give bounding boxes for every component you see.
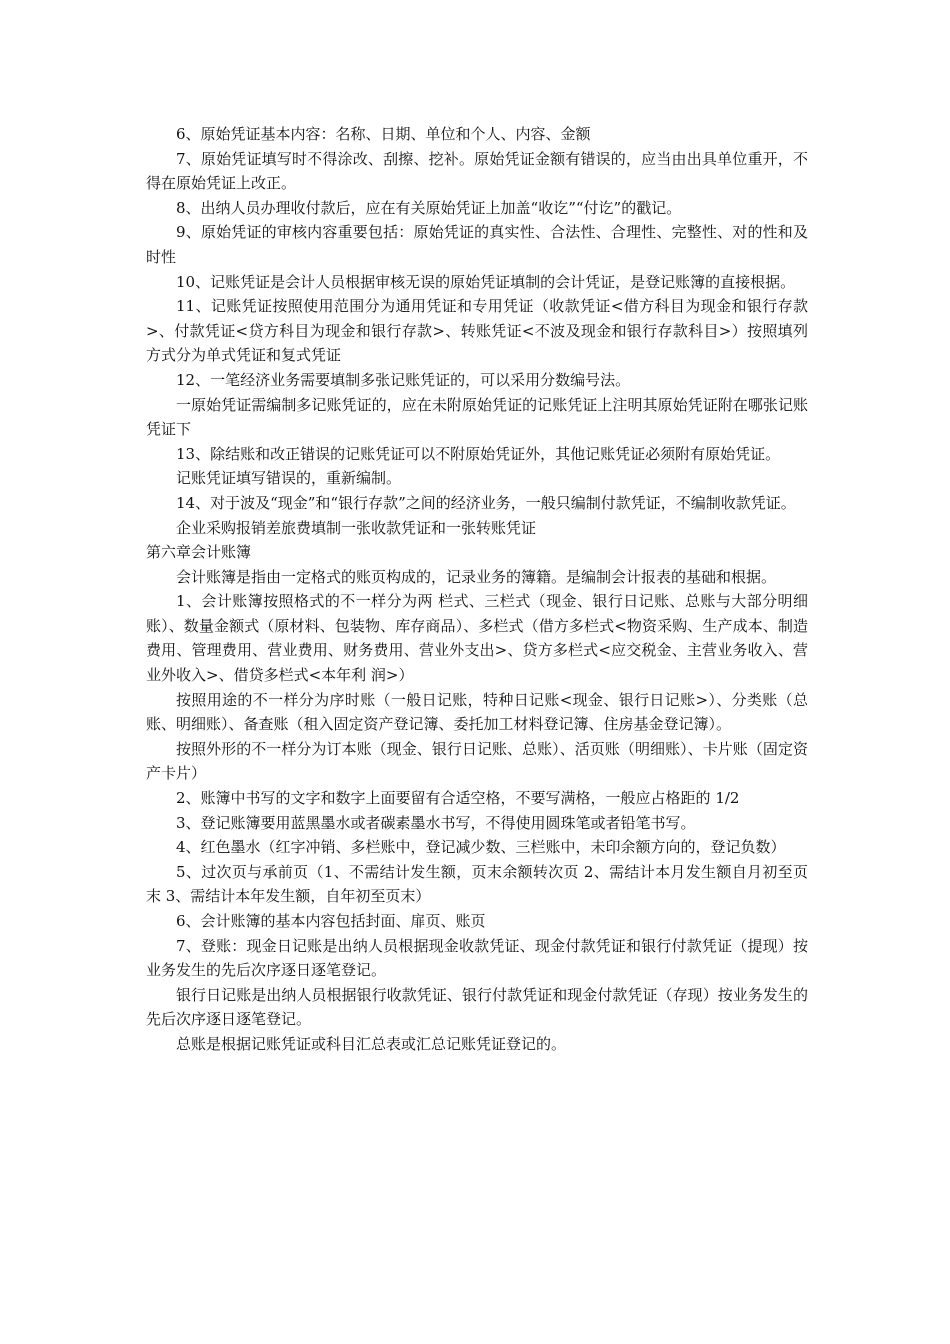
paragraph-17: 按照外形的不一样分为订本账（现金、银行日记账、总账）、活页账（明细账）、卡片账（固定资产卡片） [146, 739, 808, 783]
paragraph-22: 6、会计账簿的基本内容包括封面、扉页、账页 [176, 912, 486, 930]
paragraph-5: 10、记账凭证是会计人员根据审核无误的原始凭证填制的会计凭证，是登记账簿的直接根据。 [176, 272, 796, 291]
paragraph-23: 7、登账：现金日记账是出纳人员根据现金收款凭证、现金付款凭证和银行付款凭证（提现）按业务发生的先后次序逐日逐笔登记。 [146, 936, 808, 980]
paragraph-21: 5、过次页与承前页（1、不需结计发生额，页末余额转次页 2、需结计本月发生额自月初至页末 3、需结计本年发生额，自年初至页末） [146, 862, 808, 906]
paragraph-1: 6、原始凭证基本内容：名称、日期、单位和个人、内容、金额 [176, 125, 591, 143]
document-page [146, 122, 808, 1057]
paragraph-15: 1、会计账簿按照格式的不一样分为两 栏式、三栏式（现金、银行日记账、总账与大部分明细账）、数量金额式（原材料、包装物、库存商品）、多栏式（借方多栏式<物资采购、生产成本、制造 费用、管理费用、营业费用、财务费用、营业外支出>、贷方多栏式<应交税金、主营业务收入、营业外收入>、借贷多栏式<本年利 润>） [146, 592, 808, 685]
paragraph-6: 11、记账凭证按照使用范围分为通用凭证和专用凭证（收款凭证<借方科目为现金和银行存款>、付款凭证<贷方科目为现金和银行存款>、转账凭证<不波及现金和银行存款科目>）按照填列方式分为单式凭证和复式凭证 [146, 297, 808, 365]
chapter-heading: 第六章会计账簿 [146, 543, 252, 562]
paragraph-9: 13、除结账和改正错误的记账凭证可以不附原始凭证外，其他记账凭证必须附有原始凭证。 [176, 444, 781, 463]
paragraph-11: 14、对于波及“现金”和“银行存款”之间的经济业务，一般只编制付款凭证，不编制收款凭证。 [176, 493, 796, 512]
paragraph-20: 4、红色墨水（红字冲销、多栏账中，登记减少数、三栏账中，未印余额方向的，登记负数） [176, 838, 786, 857]
paragraph-14: 会计账簿是指由一定格式的账页构成的，记录业务的簿籍。是编制会计报表的基础和根据。 [176, 567, 777, 586]
paragraph-4: 9、原始凭证的审核内容重要包括：原始凭证的真实性、合法性、合理性、完整性、对的性和及时性 [146, 223, 808, 266]
paragraph-8: 一原始凭证需编制多记账凭证的，应在未附原始凭证的记账凭证上注明其原始凭证附在哪张记账凭证下 [146, 395, 808, 439]
paragraph-25: 总账是根据记账凭证或科目汇总表或汇总记账凭证登记的。 [176, 1034, 567, 1053]
paragraph-7: 12、一笔经济业务需要填制多张记账凭证的，可以采用分数编号法。 [176, 370, 631, 389]
paragraph-12: 企业采购报销差旅费填制一张收款凭证和一张转账凭证 [176, 518, 537, 537]
paragraph-16: 按照用途的不一样分为序时账（一般日记账，特种日记账<现金、银行日记账>）、分类账（总账、明细账）、备查账（租入固定资产登记簿、委托加工材料登记簿、住房基金登记簿）。 [146, 690, 808, 734]
paragraph-2: 7、原始凭证填写时不得涂改、刮擦、挖补。原始凭证金额有错误的，应当由出具单位重开，不得在原始凭证上改正。 [146, 149, 808, 193]
paragraph-10: 记账凭证填写错误的，重新编制。 [176, 469, 402, 488]
paragraph-24: 银行日记账是出纳人员根据银行收款凭证、银行付款凭证和现金付款凭证（存现）按业务发生的先后次序逐日逐笔登记。 [146, 985, 808, 1029]
paragraph-3: 8、出纳人员办理收付款后，应在有关原始凭证上加盖“收讫”“付讫”的戳记。 [176, 198, 682, 217]
paragraph-19: 3、登记账簿要用蓝黑墨水或者碳素墨水书写，不得使用圆珠笔或者铅笔书写。 [176, 813, 696, 832]
paragraph-18: 2、账簿中书写的文字和数字上面要留有合适空格，不要写满格，一般应占格距的 1/2 [176, 789, 740, 808]
